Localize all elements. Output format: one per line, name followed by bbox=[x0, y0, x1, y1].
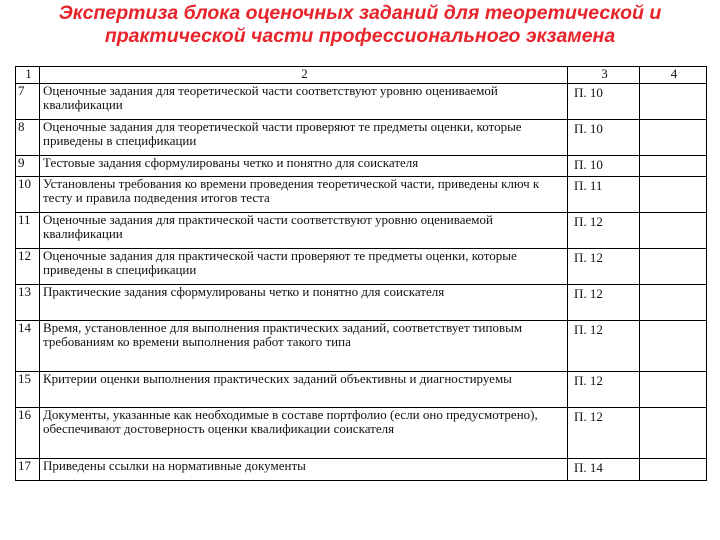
table-row bbox=[16, 372, 707, 408]
clause-reference: П. 10 bbox=[568, 84, 640, 120]
clause-reference: П. 12 bbox=[568, 249, 640, 285]
criterion-text: Тестовые задания сформулированы четко и понятно для соискателя bbox=[40, 156, 568, 177]
clause-reference: П. 12 bbox=[568, 285, 640, 321]
row-number: 15 bbox=[16, 372, 40, 408]
table-row bbox=[16, 177, 707, 213]
clause-reference: П. 11 bbox=[568, 177, 640, 213]
row-number: 7 bbox=[16, 84, 40, 120]
table-row bbox=[16, 156, 707, 177]
criterion-text: Приведены ссылки на нормативные документы bbox=[40, 459, 568, 481]
criterion-text: Оценочные задания для практической части соответствуют уровню оцениваемой квалификации bbox=[40, 213, 568, 249]
row-number: 11 bbox=[16, 213, 40, 249]
empty-cell bbox=[640, 459, 707, 481]
empty-cell bbox=[640, 372, 707, 408]
header-col-3: 3 bbox=[568, 67, 640, 84]
clause-reference: П. 12 bbox=[568, 213, 640, 249]
row-number: 12 bbox=[16, 249, 40, 285]
criterion-text: Установлены требования ко времени проведения теоретической части, приведены ключ к тесту и правила подведения итогов теста bbox=[40, 177, 568, 213]
criterion-text: Оценочные задания для теоретической части соответствуют уровню оцениваемой квалификации bbox=[40, 84, 568, 120]
table-row bbox=[16, 249, 707, 285]
table-row bbox=[16, 213, 707, 249]
header-col-2: 2 bbox=[40, 67, 568, 84]
clause-reference: П. 14 bbox=[568, 459, 640, 481]
table-row bbox=[16, 408, 707, 459]
table-row bbox=[16, 120, 707, 156]
title-line-1: Экспертиза блока оценочных заданий для теоретической и bbox=[58, 2, 662, 24]
row-number: 10 bbox=[16, 177, 40, 213]
empty-cell bbox=[640, 408, 707, 459]
row-number: 16 bbox=[16, 408, 40, 459]
title-line-2: практической части профессионального экзамена bbox=[104, 25, 616, 47]
empty-cell bbox=[640, 285, 707, 321]
empty-cell bbox=[640, 177, 707, 213]
header-row bbox=[16, 67, 707, 84]
criterion-text: Время, установленное для выполнения практических заданий, соответствует типовым требованиям ко времени выполнения работ такого типа bbox=[40, 321, 568, 372]
empty-cell bbox=[640, 321, 707, 372]
empty-cell bbox=[640, 156, 707, 177]
row-number: 17 bbox=[16, 459, 40, 481]
row-number: 9 bbox=[16, 156, 40, 177]
criterion-text: Критерии оценки выполнения практических заданий объективны и диагностируемы bbox=[40, 372, 568, 408]
row-number: 8 bbox=[16, 120, 40, 156]
empty-cell bbox=[640, 249, 707, 285]
criterion-text: Документы, указанные как необходимые в составе портфолио (если оно предусмотрено), обеспечивают достоверность оценки квалификации соискателя bbox=[40, 408, 568, 459]
slide-title bbox=[0, 2, 720, 48]
clause-reference: П. 12 bbox=[568, 408, 640, 459]
table-row bbox=[16, 459, 707, 481]
empty-cell bbox=[640, 213, 707, 249]
header-col-1: 1 bbox=[16, 67, 40, 84]
clause-reference: П. 12 bbox=[568, 372, 640, 408]
clause-reference: П. 10 bbox=[568, 120, 640, 156]
header-col-4: 4 bbox=[640, 67, 707, 84]
expertise-table bbox=[15, 66, 707, 481]
criterion-text: Практические задания сформулированы четко и понятно для соискателя bbox=[40, 285, 568, 321]
row-number: 14 bbox=[16, 321, 40, 372]
table-row bbox=[16, 285, 707, 321]
row-number: 13 bbox=[16, 285, 40, 321]
empty-cell bbox=[640, 120, 707, 156]
criterion-text: Оценочные задания для практической части проверяют те предметы оценки, которые приведены в спецификации bbox=[40, 249, 568, 285]
empty-cell bbox=[640, 84, 707, 120]
criterion-text: Оценочные задания для теоретической части проверяют те предметы оценки, которые приведены в спецификации bbox=[40, 120, 568, 156]
table-row bbox=[16, 321, 707, 372]
clause-reference: П. 12 bbox=[568, 321, 640, 372]
table-row bbox=[16, 84, 707, 120]
clause-reference: П. 10 bbox=[568, 156, 640, 177]
